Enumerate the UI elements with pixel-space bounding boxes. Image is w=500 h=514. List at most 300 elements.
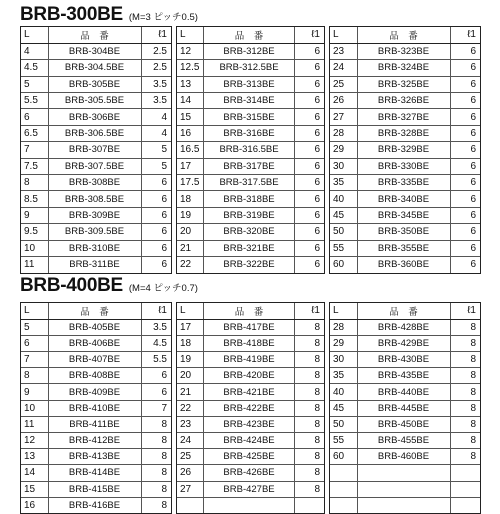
length-cell: 35 — [330, 175, 357, 191]
section-heading-brb-400 — [20, 275, 198, 297]
table-row — [177, 256, 324, 272]
thread-length-cell: 8 — [295, 449, 324, 465]
spec-table-panel — [329, 26, 481, 274]
part-number-cell: BRB-329BE — [357, 142, 450, 158]
part-number-cell: BRB-319BE — [203, 207, 294, 223]
thread-length-cell: 8 — [295, 465, 324, 481]
header-l1: ℓ1 — [141, 303, 171, 319]
part-number-cell: BRB-309BE — [48, 207, 141, 223]
length-cell: 14 — [21, 465, 48, 481]
part-number-cell: BRB-320BE — [203, 224, 294, 240]
part-number-cell: BRB-316BE — [203, 125, 294, 141]
part-number-cell: BRB-415BE — [48, 481, 141, 497]
length-cell: 27 — [330, 109, 357, 125]
table-header-row — [330, 303, 480, 319]
table-row — [330, 481, 480, 497]
table-row — [330, 465, 480, 481]
table-row — [330, 109, 480, 125]
length-cell: 28 — [330, 319, 357, 335]
part-number-cell: BRB-411BE — [48, 416, 141, 432]
table-row — [177, 319, 324, 335]
part-number-cell: BRB-326BE — [357, 93, 450, 109]
thread-length-cell: 6 — [450, 240, 480, 256]
length-cell: 5 — [21, 76, 48, 92]
thread-length-cell: 8 — [295, 368, 324, 384]
thread-length-cell: 6 — [450, 109, 480, 125]
header-l: L — [177, 303, 203, 319]
length-cell: 19 — [177, 207, 203, 223]
thread-length-cell: 4 — [141, 125, 171, 141]
table-row — [330, 158, 480, 174]
part-number-cell: BRB-414BE — [48, 465, 141, 481]
table-row — [330, 191, 480, 207]
part-number-cell: BRB-335BE — [357, 175, 450, 191]
thread-length-cell: 6 — [295, 125, 324, 141]
thread-length-cell: 8 — [450, 400, 480, 416]
part-number-cell: BRB-425BE — [203, 449, 294, 465]
part-number-cell: BRB-324BE — [357, 60, 450, 76]
length-cell: 8 — [21, 175, 48, 191]
part-number-cell: BRB-416BE — [48, 497, 141, 513]
thread-length-cell: 8 — [141, 433, 171, 449]
table-row — [177, 175, 324, 191]
table-row — [330, 256, 480, 272]
length-cell: 12 — [177, 43, 203, 59]
part-number-cell: BRB-311BE — [48, 256, 141, 272]
part-number-cell: BRB-419BE — [203, 352, 294, 368]
length-cell: 12 — [21, 433, 48, 449]
part-number-cell: BRB-308BE — [48, 175, 141, 191]
thread-length-cell: 3.5 — [141, 319, 171, 335]
spec-table — [21, 303, 171, 513]
part-number-cell: BRB-304.5BE — [48, 60, 141, 76]
table-row — [177, 60, 324, 76]
table-row — [330, 43, 480, 59]
table-row — [177, 109, 324, 125]
part-number-cell: BRB-315BE — [203, 109, 294, 125]
length-cell: 13 — [177, 76, 203, 92]
length-cell: 27 — [177, 481, 203, 497]
length-cell: 16.5 — [177, 142, 203, 158]
length-cell: 17.5 — [177, 175, 203, 191]
part-number-cell: BRB-360BE — [357, 256, 450, 272]
table-row — [21, 60, 171, 76]
length-cell — [330, 481, 357, 497]
length-cell: 7.5 — [21, 158, 48, 174]
thread-length-cell: 8 — [450, 368, 480, 384]
table-row — [177, 335, 324, 351]
part-number-cell: BRB-307BE — [48, 142, 141, 158]
part-number-cell: BRB-306BE — [48, 109, 141, 125]
part-number-cell: BRB-314BE — [203, 93, 294, 109]
table-row — [177, 384, 324, 400]
thread-length-cell: 8 — [141, 449, 171, 465]
thread-length-cell: 6 — [450, 60, 480, 76]
length-cell: 29 — [330, 335, 357, 351]
table-row — [21, 481, 171, 497]
part-number-cell: BRB-412BE — [48, 433, 141, 449]
length-cell: 45 — [330, 400, 357, 416]
length-cell: 8 — [21, 368, 48, 384]
table-row — [21, 158, 171, 174]
table-row — [330, 449, 480, 465]
table-row — [330, 384, 480, 400]
spec-table — [330, 303, 480, 513]
header-part: 品 番 — [48, 27, 141, 43]
thread-length-cell: 6 — [295, 93, 324, 109]
thread-length-cell: 6 — [295, 191, 324, 207]
thread-length-cell: 8 — [450, 416, 480, 432]
length-cell: 11 — [21, 416, 48, 432]
part-number-cell: BRB-305BE — [48, 76, 141, 92]
length-cell: 19 — [177, 352, 203, 368]
part-number-cell: BRB-417BE — [203, 319, 294, 335]
table-row — [330, 93, 480, 109]
part-number-cell: BRB-321BE — [203, 240, 294, 256]
length-cell: 6 — [21, 335, 48, 351]
thread-length-cell: 6 — [295, 158, 324, 174]
length-cell: 16 — [21, 497, 48, 513]
length-cell: 7 — [21, 352, 48, 368]
part-number-cell: BRB-406BE — [48, 335, 141, 351]
part-number-cell: BRB-308.5BE — [48, 191, 141, 207]
table-row — [330, 352, 480, 368]
part-number-cell: BRB-429BE — [357, 335, 450, 351]
part-number-cell: BRB-309.5BE — [48, 224, 141, 240]
thread-length-cell: 6 — [295, 224, 324, 240]
part-number-cell: BRB-345BE — [357, 207, 450, 223]
table-row — [21, 109, 171, 125]
thread-length-cell: 6 — [161, 259, 167, 271]
length-cell: 8.5 — [21, 191, 48, 207]
table-row — [330, 319, 480, 335]
thread-length-cell: 3.5 — [141, 76, 171, 92]
table-row — [177, 465, 324, 481]
table-row — [177, 93, 324, 109]
thread-length-cell: 6 — [450, 224, 480, 240]
spec-table-panel — [20, 302, 172, 514]
part-number-cell: BRB-460BE — [357, 449, 450, 465]
length-cell: 22 — [177, 256, 203, 272]
thread-length-cell: 8 — [450, 384, 480, 400]
table-row — [21, 465, 171, 481]
table-row — [21, 93, 171, 109]
thread-length-cell: 4.5 — [141, 335, 171, 351]
thread-length-cell — [450, 465, 480, 481]
table-header-row — [21, 303, 171, 319]
part-number-cell: BRB-426BE — [203, 465, 294, 481]
part-number-cell: BRB-313BE — [203, 76, 294, 92]
length-cell: 4 — [21, 43, 48, 59]
table-row — [177, 400, 324, 416]
table-row — [177, 352, 324, 368]
part-number-cell: BRB-316.5BE — [203, 142, 294, 158]
spec-table-panel — [329, 302, 481, 514]
spec-table — [21, 27, 171, 273]
part-number-cell: BRB-322BE — [203, 256, 294, 272]
section-title: BRB-300BE — [20, 4, 123, 25]
table-row — [21, 43, 171, 59]
length-cell: 30 — [330, 158, 357, 174]
thread-length-cell: 8 — [450, 433, 480, 449]
table-row — [177, 207, 324, 223]
spec-table — [177, 303, 324, 513]
section-title: BRB-400BE — [20, 275, 123, 296]
table-row — [21, 319, 171, 335]
table-row — [330, 335, 480, 351]
part-number-cell — [357, 481, 450, 497]
thread-length-cell: 8 — [295, 481, 324, 497]
part-number-cell: BRB-327BE — [357, 109, 450, 125]
part-number-cell: BRB-420BE — [203, 368, 294, 384]
length-cell: 50 — [330, 224, 357, 240]
thread-length-cell: 8 — [450, 352, 480, 368]
length-cell: 11 — [21, 256, 48, 272]
table-row — [177, 240, 324, 256]
part-number-cell: BRB-410BE — [48, 400, 141, 416]
header-l1: ℓ1 — [295, 303, 324, 319]
length-cell: 16 — [177, 125, 203, 141]
thread-length-cell: 6 — [470, 259, 476, 271]
part-number-cell: BRB-423BE — [203, 416, 294, 432]
length-cell: 28 — [330, 125, 357, 141]
length-cell: 17 — [177, 158, 203, 174]
table-header-row — [177, 303, 324, 319]
thread-length-cell: 6 — [295, 175, 324, 191]
length-cell: 18 — [177, 335, 203, 351]
thread-length-cell: 6 — [450, 43, 480, 59]
length-cell: 23 — [330, 43, 357, 59]
part-number-cell: BRB-304BE — [48, 43, 141, 59]
table-row — [21, 433, 171, 449]
thread-length-cell: 6 — [295, 142, 324, 158]
part-number-cell: BRB-330BE — [357, 158, 450, 174]
spec-table — [177, 27, 324, 273]
table-row — [21, 335, 171, 351]
length-cell: 26 — [330, 93, 357, 109]
part-number-cell: BRB-455BE — [357, 433, 450, 449]
table-row — [177, 368, 324, 384]
part-number-cell: BRB-409BE — [48, 384, 141, 400]
length-cell: 29 — [330, 142, 357, 158]
part-number-cell: BRB-407BE — [48, 352, 141, 368]
length-cell: 60 — [330, 449, 357, 465]
part-number-cell: BRB-421BE — [203, 384, 294, 400]
thread-length-cell: 6 — [314, 259, 320, 271]
section-heading-brb-300 — [20, 4, 198, 26]
length-cell: 55 — [330, 433, 357, 449]
part-number-cell: BRB-323BE — [357, 43, 450, 59]
part-number-cell: BRB-450BE — [357, 416, 450, 432]
header-part: 品 番 — [203, 303, 294, 319]
part-number-cell: BRB-312BE — [203, 43, 294, 59]
thread-length-cell: 7 — [141, 400, 171, 416]
table-row — [21, 175, 171, 191]
header-part: 品 番 — [203, 27, 294, 43]
part-number-cell: BRB-307.5BE — [48, 158, 141, 174]
section-spec: (M=3 ピッチ0.5) — [128, 12, 198, 23]
part-number-cell: BRB-435BE — [357, 368, 450, 384]
thread-length-cell: 6 — [141, 207, 171, 223]
thread-length-cell: 5.5 — [141, 352, 171, 368]
length-cell: 23 — [177, 416, 203, 432]
thread-length-cell: 6 — [450, 207, 480, 223]
length-cell: 10 — [21, 400, 48, 416]
length-cell: 26 — [177, 465, 203, 481]
table-row — [177, 142, 324, 158]
thread-length-cell: 8 — [295, 433, 324, 449]
part-number-cell — [357, 465, 450, 481]
part-number-cell: BRB-328BE — [357, 125, 450, 141]
part-number-cell: BRB-355BE — [357, 240, 450, 256]
thread-length-cell: 5 — [141, 142, 171, 158]
part-number-cell: BRB-317BE — [203, 158, 294, 174]
part-number-cell: BRB-312.5BE — [203, 60, 294, 76]
table-header-row — [21, 27, 171, 43]
length-cell: 15 — [177, 109, 203, 125]
length-cell: 40 — [330, 384, 357, 400]
thread-length-cell: 8 — [141, 416, 171, 432]
length-cell: 24 — [330, 60, 357, 76]
length-cell: 20 — [177, 224, 203, 240]
length-cell: 30 — [330, 352, 357, 368]
part-number-cell: BRB-418BE — [203, 335, 294, 351]
table-row — [177, 43, 324, 59]
table-row — [21, 207, 171, 223]
thread-length-cell: 8 — [295, 400, 324, 416]
table-row — [21, 142, 171, 158]
table-row — [330, 175, 480, 191]
length-cell: 60 — [330, 256, 357, 272]
thread-length-cell — [450, 481, 480, 497]
part-number-cell: BRB-318BE — [203, 191, 294, 207]
part-number-cell: BRB-413BE — [48, 449, 141, 465]
length-cell: 17 — [177, 319, 203, 335]
table-row — [21, 400, 171, 416]
length-cell: 9.5 — [21, 224, 48, 240]
thread-length-cell: 8 — [295, 335, 324, 351]
part-number-cell: BRB-430BE — [357, 352, 450, 368]
table-row — [21, 449, 171, 465]
header-l: L — [21, 27, 48, 43]
part-number-cell: BRB-405BE — [48, 319, 141, 335]
thread-length-cell: 6 — [450, 76, 480, 92]
header-l1: ℓ1 — [450, 303, 480, 319]
part-number-cell: BRB-305.5BE — [48, 93, 141, 109]
table-row — [330, 368, 480, 384]
part-number-cell: BRB-310BE — [48, 240, 141, 256]
table-row — [330, 416, 480, 432]
header-part: 品 番 — [48, 303, 141, 319]
thread-length-cell: 6 — [295, 207, 324, 223]
length-cell: 25 — [330, 76, 357, 92]
length-cell: 55 — [330, 240, 357, 256]
thread-length-cell: 6 — [295, 109, 324, 125]
table-row — [177, 449, 324, 465]
table-row — [177, 224, 324, 240]
table-row — [330, 400, 480, 416]
spec-table-panel — [176, 26, 325, 274]
length-cell: 40 — [330, 191, 357, 207]
thread-length-cell: 8 — [450, 335, 480, 351]
table-row — [21, 352, 171, 368]
thread-length-cell: 6 — [450, 191, 480, 207]
part-number-cell: BRB-422BE — [203, 400, 294, 416]
table-row — [21, 240, 171, 256]
length-cell: 6.5 — [21, 125, 48, 141]
length-cell: 18 — [177, 191, 203, 207]
table-row — [330, 142, 480, 158]
length-cell: 22 — [177, 400, 203, 416]
part-number-cell: BRB-306.5BE — [48, 125, 141, 141]
part-number-cell: BRB-424BE — [203, 433, 294, 449]
part-number-cell: BRB-428BE — [357, 319, 450, 335]
length-cell: 25 — [177, 449, 203, 465]
thread-length-cell: 6 — [141, 175, 171, 191]
thread-length-cell: 3.5 — [141, 93, 171, 109]
spec-table — [330, 27, 480, 273]
table-row — [21, 224, 171, 240]
table-row — [330, 224, 480, 240]
part-number-cell: BRB-445BE — [357, 400, 450, 416]
thread-length-cell: 8 — [141, 481, 171, 497]
length-cell: 13 — [21, 449, 48, 465]
length-cell: 4.5 — [21, 60, 48, 76]
part-number-cell: BRB-427BE — [203, 481, 294, 497]
thread-length-cell: 6 — [141, 368, 171, 384]
header-l1: ℓ1 — [450, 27, 480, 43]
table-row — [177, 433, 324, 449]
table-row — [330, 433, 480, 449]
part-number-cell: BRB-317.5BE — [203, 175, 294, 191]
thread-length-cell: 6 — [141, 224, 171, 240]
thread-length-cell: 8 — [295, 384, 324, 400]
length-cell: 24 — [177, 433, 203, 449]
table-row — [21, 125, 171, 141]
table-row — [177, 481, 324, 497]
thread-length-cell: 8 — [295, 319, 324, 335]
thread-length-cell: 6 — [450, 175, 480, 191]
header-part: 品 番 — [357, 27, 450, 43]
table-row — [330, 76, 480, 92]
table-header-row — [177, 27, 324, 43]
table-row — [21, 256, 171, 272]
length-cell: 6 — [21, 109, 48, 125]
thread-length-cell: 8 — [295, 416, 324, 432]
table-row — [330, 207, 480, 223]
thread-length-cell: 2.5 — [141, 60, 171, 76]
thread-length-cell: 6 — [141, 191, 171, 207]
length-cell — [330, 465, 357, 481]
table-row — [21, 191, 171, 207]
length-cell: 5 — [21, 319, 48, 335]
part-number-cell: BRB-440BE — [357, 384, 450, 400]
part-number-cell: BRB-408BE — [48, 368, 141, 384]
part-number-cell: BRB-340BE — [357, 191, 450, 207]
length-cell: 12.5 — [177, 60, 203, 76]
length-cell: 7 — [21, 142, 48, 158]
thread-length-cell: 8 — [450, 449, 480, 465]
table-row — [177, 416, 324, 432]
thread-length-cell: 6 — [450, 93, 480, 109]
length-cell: 15 — [21, 481, 48, 497]
part-number-cell: BRB-325BE — [357, 76, 450, 92]
table-row — [21, 76, 171, 92]
thread-length-cell: 4 — [141, 109, 171, 125]
part-number-cell: BRB-350BE — [357, 224, 450, 240]
spec-table-panel — [176, 302, 325, 514]
table-row — [21, 416, 171, 432]
